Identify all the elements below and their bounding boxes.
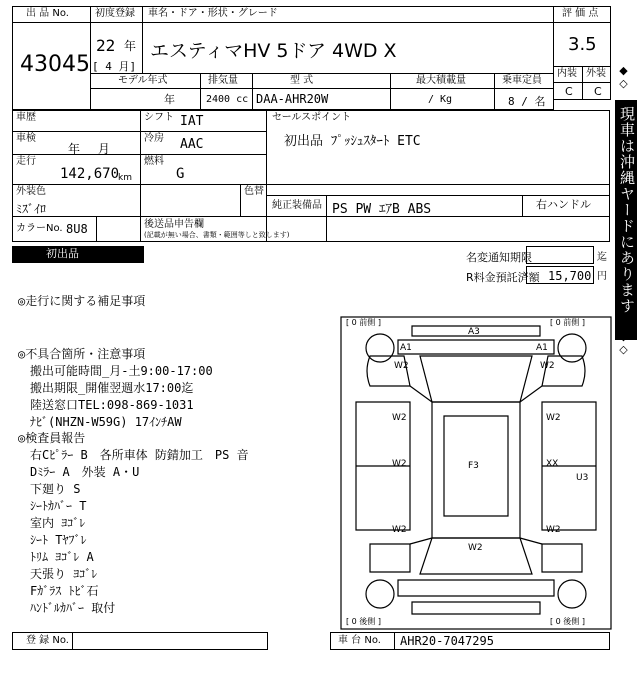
note-line: 陸送窓口TEL:098-869-1031: [30, 398, 194, 412]
report-line: ｼｰﾄ Tﾔﾌﾞﾚ: [30, 533, 87, 547]
car-name: エスティマHV 5ドア 4WD X: [150, 40, 397, 62]
deadline-value-box: [526, 246, 594, 264]
report-line: Dﾐﾗｰ A 外装 A・U: [30, 465, 140, 479]
report-line: 下廻り S: [30, 482, 81, 496]
interior-label: 内装: [557, 68, 577, 79]
damage-mark: A1: [400, 343, 412, 353]
recycle-label: R料金預託済額: [466, 271, 540, 284]
report-line: ｼｰﾄｶﾊﾞｰ T: [30, 499, 87, 513]
diagram-corner-label: [ 0 後側 ]: [550, 617, 585, 626]
inspection-value: 年 月: [68, 142, 110, 156]
damage-mark: F3: [468, 461, 479, 471]
diagram-corner-label: [ 0 後側 ]: [346, 617, 381, 626]
recycle-amount: 15,700: [548, 269, 592, 283]
report-line: Fｶﾞﾗｽ ﾄﾋﾞ石: [30, 584, 99, 598]
model-year-label: モデル年式: [118, 75, 168, 86]
sales-points: 初出品 ﾌﾟｯｼｭｽﾀｰﾄ ETC: [284, 134, 421, 149]
location-banner-text: 現車は沖縄ヤードにあります: [618, 106, 636, 314]
lot-number: 43045: [20, 52, 90, 77]
chassis-no: AHR20-7047295: [400, 634, 494, 648]
fuel-label: 燃料: [144, 156, 164, 167]
report-line: ﾊﾝﾄﾞﾙｶﾊﾞｰ 取付: [30, 601, 116, 615]
sales-label: セールスポイント: [272, 112, 352, 123]
load-value: / Kg: [428, 94, 453, 105]
driving-notes-header: ◎走行に関する補足事項: [18, 294, 146, 308]
sidebar-bottom-marks: ◆◇: [617, 330, 630, 356]
damage-mark: A1: [536, 343, 548, 353]
defect-notes-header: ◎不具合箇所・注意事項: [18, 347, 146, 361]
recycle-unit: 円: [597, 271, 607, 282]
first-listing-text: 初出品: [46, 247, 79, 260]
displacement: 2400 cc: [206, 94, 249, 105]
chassis-label: 車 台 No.: [338, 635, 381, 646]
color-no: 8U8: [66, 222, 88, 236]
diagram-corner-label: [ 0 前側 ]: [550, 318, 585, 327]
note-line: ﾅﾋﾞ(NHZN-W59G) 17ｲﾝﾁAW: [30, 415, 182, 429]
steering-value: 右ハンドル: [536, 198, 591, 211]
equipment-label: 純正装備品: [272, 200, 322, 211]
ext-color-label: 外装色: [16, 186, 46, 197]
car-name-label: 車名・ドア・形状・グレード: [148, 8, 278, 19]
color-change-label: 色替: [244, 186, 264, 197]
inspection-label: 車検: [16, 133, 36, 144]
exterior-label: 外装: [586, 68, 606, 79]
damage-mark: W2: [546, 525, 561, 535]
load-label: 最大積載量: [416, 75, 466, 86]
first-reg-label: 初度登録: [95, 8, 135, 19]
car-damage-diagram: [340, 316, 612, 630]
score-label: 評 価 点: [562, 8, 599, 19]
aftermarket-label: 後送品申告欄: [144, 219, 204, 230]
model-type: DAA-AHR20W: [256, 92, 329, 106]
type-label: 型 式: [290, 75, 314, 86]
aftermarket-note: (記載が無い場合、書類・範囲等しと致します): [144, 231, 290, 239]
mileage-value: 142,670: [60, 166, 120, 182]
report-line: ﾄﾘﾑ ﾖｺﾞﾚ A: [30, 550, 94, 564]
capacity-value: 8 / 名: [508, 95, 546, 108]
note-line: 搬出可能時間_月-土9:00-17:00: [30, 364, 213, 378]
ac-value: AAC: [180, 137, 204, 152]
lot-label: 出 品 No.: [26, 8, 69, 19]
damage-mark: W2: [392, 525, 407, 535]
displacement-label: 排気量: [208, 75, 238, 86]
shift-value: IAT: [180, 114, 204, 129]
history-label: 車歴: [16, 112, 36, 123]
diagram-corner-label: [ 0 前側 ]: [346, 318, 381, 327]
reg-year: 22: [96, 36, 116, 55]
mileage-label: 走行: [16, 156, 36, 167]
report-line: 室内 ﾖｺﾞﾚ: [30, 516, 86, 530]
mileage-unit: km: [118, 173, 132, 183]
ext-color: ﾐｽﾞｲﾛ: [16, 202, 47, 216]
fuel-value: G: [176, 166, 185, 182]
deadline-unit: 迄: [597, 252, 607, 263]
damage-mark: W2: [394, 361, 409, 371]
report-line: 右Cﾋﾟﾗｰ B 各所車体 防錆加工 PS 音: [30, 448, 249, 462]
damage-mark: A3: [468, 327, 480, 337]
damage-mark: XX: [546, 459, 559, 469]
deadline-label: 名変通知期限: [466, 251, 532, 264]
damage-mark: W2: [392, 413, 407, 423]
inspector-header: ◎検査員報告: [18, 431, 86, 445]
color-no-label: カラーNo.: [16, 223, 63, 234]
shift-label: シフト: [144, 112, 174, 123]
damage-mark: U3: [576, 473, 589, 483]
capacity-label: 乗車定員: [502, 75, 542, 86]
note-line: 搬出期限_開催翌週水17:00迄: [30, 381, 194, 395]
damage-mark: W2: [392, 459, 407, 469]
ac-label: 冷房: [144, 133, 164, 144]
sidebar-top-marks: ◆◇: [617, 64, 630, 90]
interior-grade: C: [565, 85, 573, 98]
damage-mark: W2: [546, 413, 561, 423]
score-value: 3.5: [568, 34, 597, 55]
reg-year-unit: 年: [124, 39, 137, 53]
report-line: 天張り ﾖｺﾞﾚ: [30, 567, 98, 581]
reg-no-label: 登 録 No.: [26, 635, 69, 646]
damage-mark: W2: [468, 543, 483, 553]
damage-mark: W2: [540, 361, 555, 371]
reg-month: [ 4 月]: [92, 60, 137, 73]
equipment-value: PS PW ｴｱB ABS: [332, 202, 432, 217]
exterior-grade: C: [594, 85, 602, 98]
model-year-unit: 年: [164, 93, 175, 106]
